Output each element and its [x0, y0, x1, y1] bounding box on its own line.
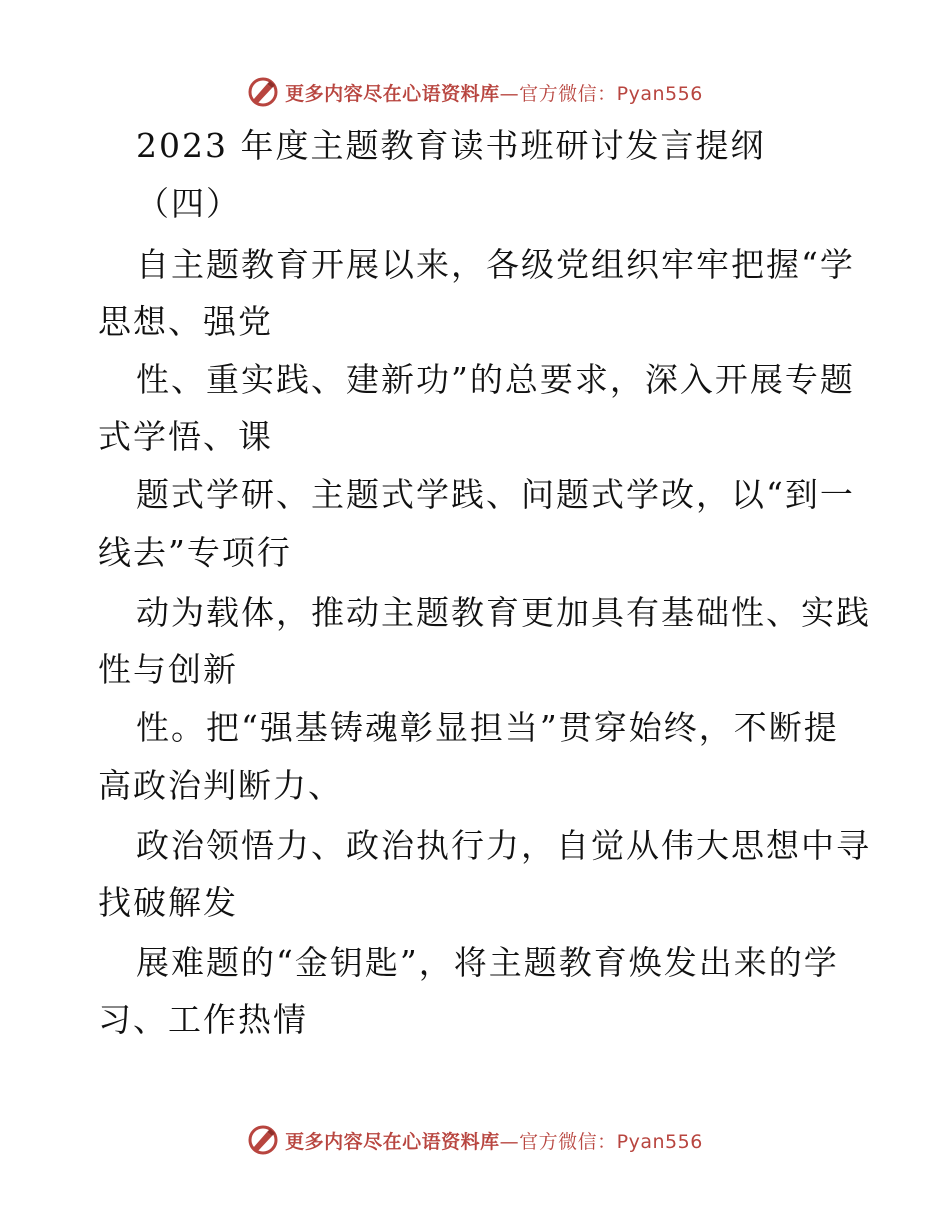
paragraph-line: 习、工作热情 — [98, 1000, 308, 1039]
paragraph-line: 思想、强党 — [98, 302, 273, 341]
watermark-separator: — — [499, 82, 520, 105]
paragraph-line: 线去”专项行 — [98, 533, 292, 572]
paragraph-line: 高政治判断力、 — [98, 766, 343, 805]
paragraph-line: 性与创新 — [98, 650, 238, 689]
document-subtitle: （四） — [136, 184, 241, 223]
pen-logo-icon — [247, 1124, 279, 1156]
paragraph-line: 自主题教育开展以来，各级党组织牢牢把握“学 — [136, 245, 855, 284]
document-title: 2023 年度主题教育读书班研讨发言提纲 — [136, 126, 766, 165]
paragraph-line: 性。把“强基铸魂彰显担当”贯穿始终，不断提 — [136, 708, 839, 747]
watermark-site: 更多内容尽在心语资料库 — [285, 82, 500, 105]
watermark-text — [285, 1127, 703, 1154]
watermark-text — [285, 79, 703, 106]
watermark-banner-top — [0, 72, 950, 112]
watermark-separator: — — [499, 1130, 520, 1153]
paragraph-line: 题式学研、主题式学践、问题式学改，以“到一 — [136, 475, 855, 514]
watermark-contact: 官方微信：Pyan556 — [519, 82, 703, 105]
paragraph-line: 找破解发 — [98, 883, 238, 922]
paragraph-line: 政治领悟力、政治执行力，自觉从伟大思想中寻 — [136, 826, 871, 865]
watermark-site: 更多内容尽在心语资料库 — [285, 1130, 500, 1153]
watermark-contact: 官方微信：Pyan556 — [519, 1130, 703, 1153]
paragraph-line: 式学悟、课 — [98, 417, 273, 456]
paragraph-line: 性、重实践、建新功”的总要求，深入开展专题 — [136, 360, 855, 399]
paragraph-line: 展难题的“金钥匙”，将主题教育焕发出来的学 — [136, 943, 839, 982]
paragraph-line: 动为载体，推动主题教育更加具有基础性、实践 — [136, 593, 871, 632]
pen-logo-icon — [247, 76, 279, 108]
watermark-banner-bottom — [0, 1120, 950, 1160]
